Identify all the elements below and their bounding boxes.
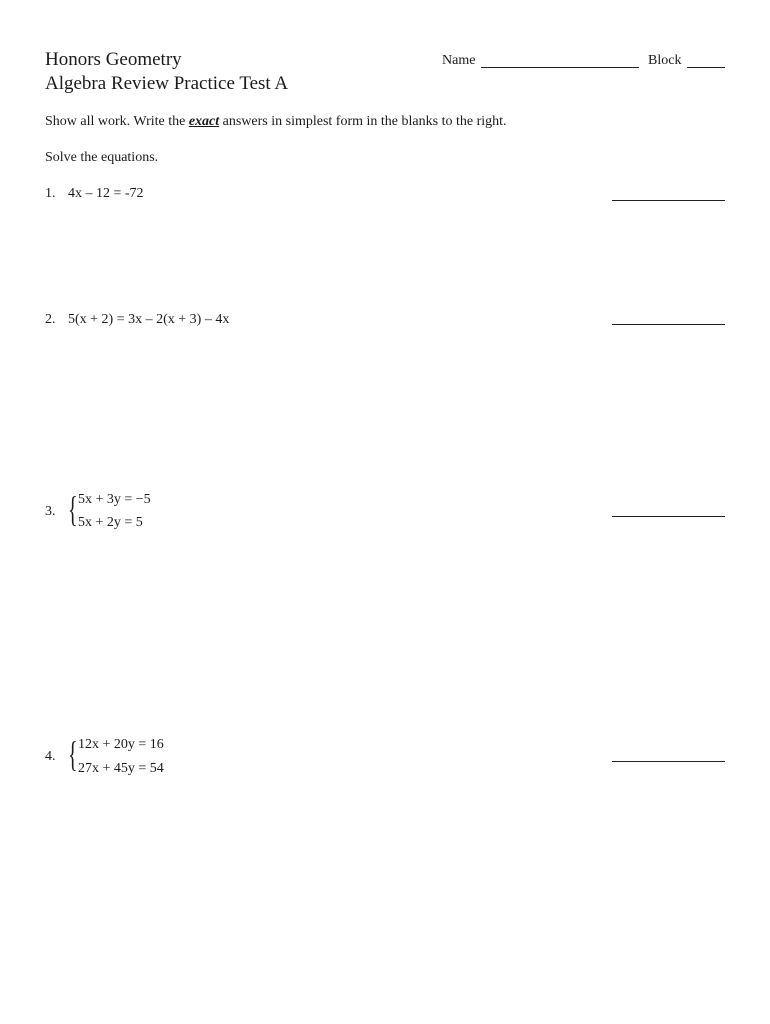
problem-1-answer-blank[interactable] xyxy=(612,200,725,201)
problem-1-number: 1. xyxy=(45,186,56,201)
problem-4-answer-blank[interactable] xyxy=(612,761,725,762)
problem-4-equation-2: 27x + 45y = 54 xyxy=(78,761,164,776)
course-title: Honors Geometry xyxy=(45,49,182,70)
problem-3-number: 3. xyxy=(45,504,56,519)
problem-1-equation: 4x – 12 = -72 xyxy=(68,186,144,201)
problem-3-answer-blank[interactable] xyxy=(612,516,725,517)
problem-3-equation-2: 5x + 2y = 5 xyxy=(78,515,143,530)
block-blank[interactable] xyxy=(687,67,725,68)
block-label: Block xyxy=(648,53,682,68)
instructions xyxy=(45,114,507,130)
test-title: Algebra Review Practice Test A xyxy=(45,73,289,94)
problem-2-number: 2. xyxy=(45,312,56,327)
instructions-before: Show all work. Write the xyxy=(45,114,189,129)
instructions-after: answers in simplest form in the blanks to the right. xyxy=(219,114,507,129)
problem-4-equation-1: 12x + 20y = 16 xyxy=(78,737,164,752)
name-label: Name xyxy=(442,53,476,68)
problem-2-answer-blank[interactable] xyxy=(612,324,725,325)
instructions-emphasis: exact xyxy=(188,114,220,129)
problem-4-brace: { xyxy=(68,734,78,774)
section-heading: Solve the equations. xyxy=(45,150,159,165)
problem-4-number: 4. xyxy=(45,749,56,764)
problem-3-brace: { xyxy=(68,489,78,529)
problem-2-equation: 5(x + 2) = 3x – 2(x + 3) – 4x xyxy=(68,312,230,327)
problem-3-equation-1: 5x + 3y = −5 xyxy=(78,492,151,507)
name-blank[interactable] xyxy=(481,67,639,68)
